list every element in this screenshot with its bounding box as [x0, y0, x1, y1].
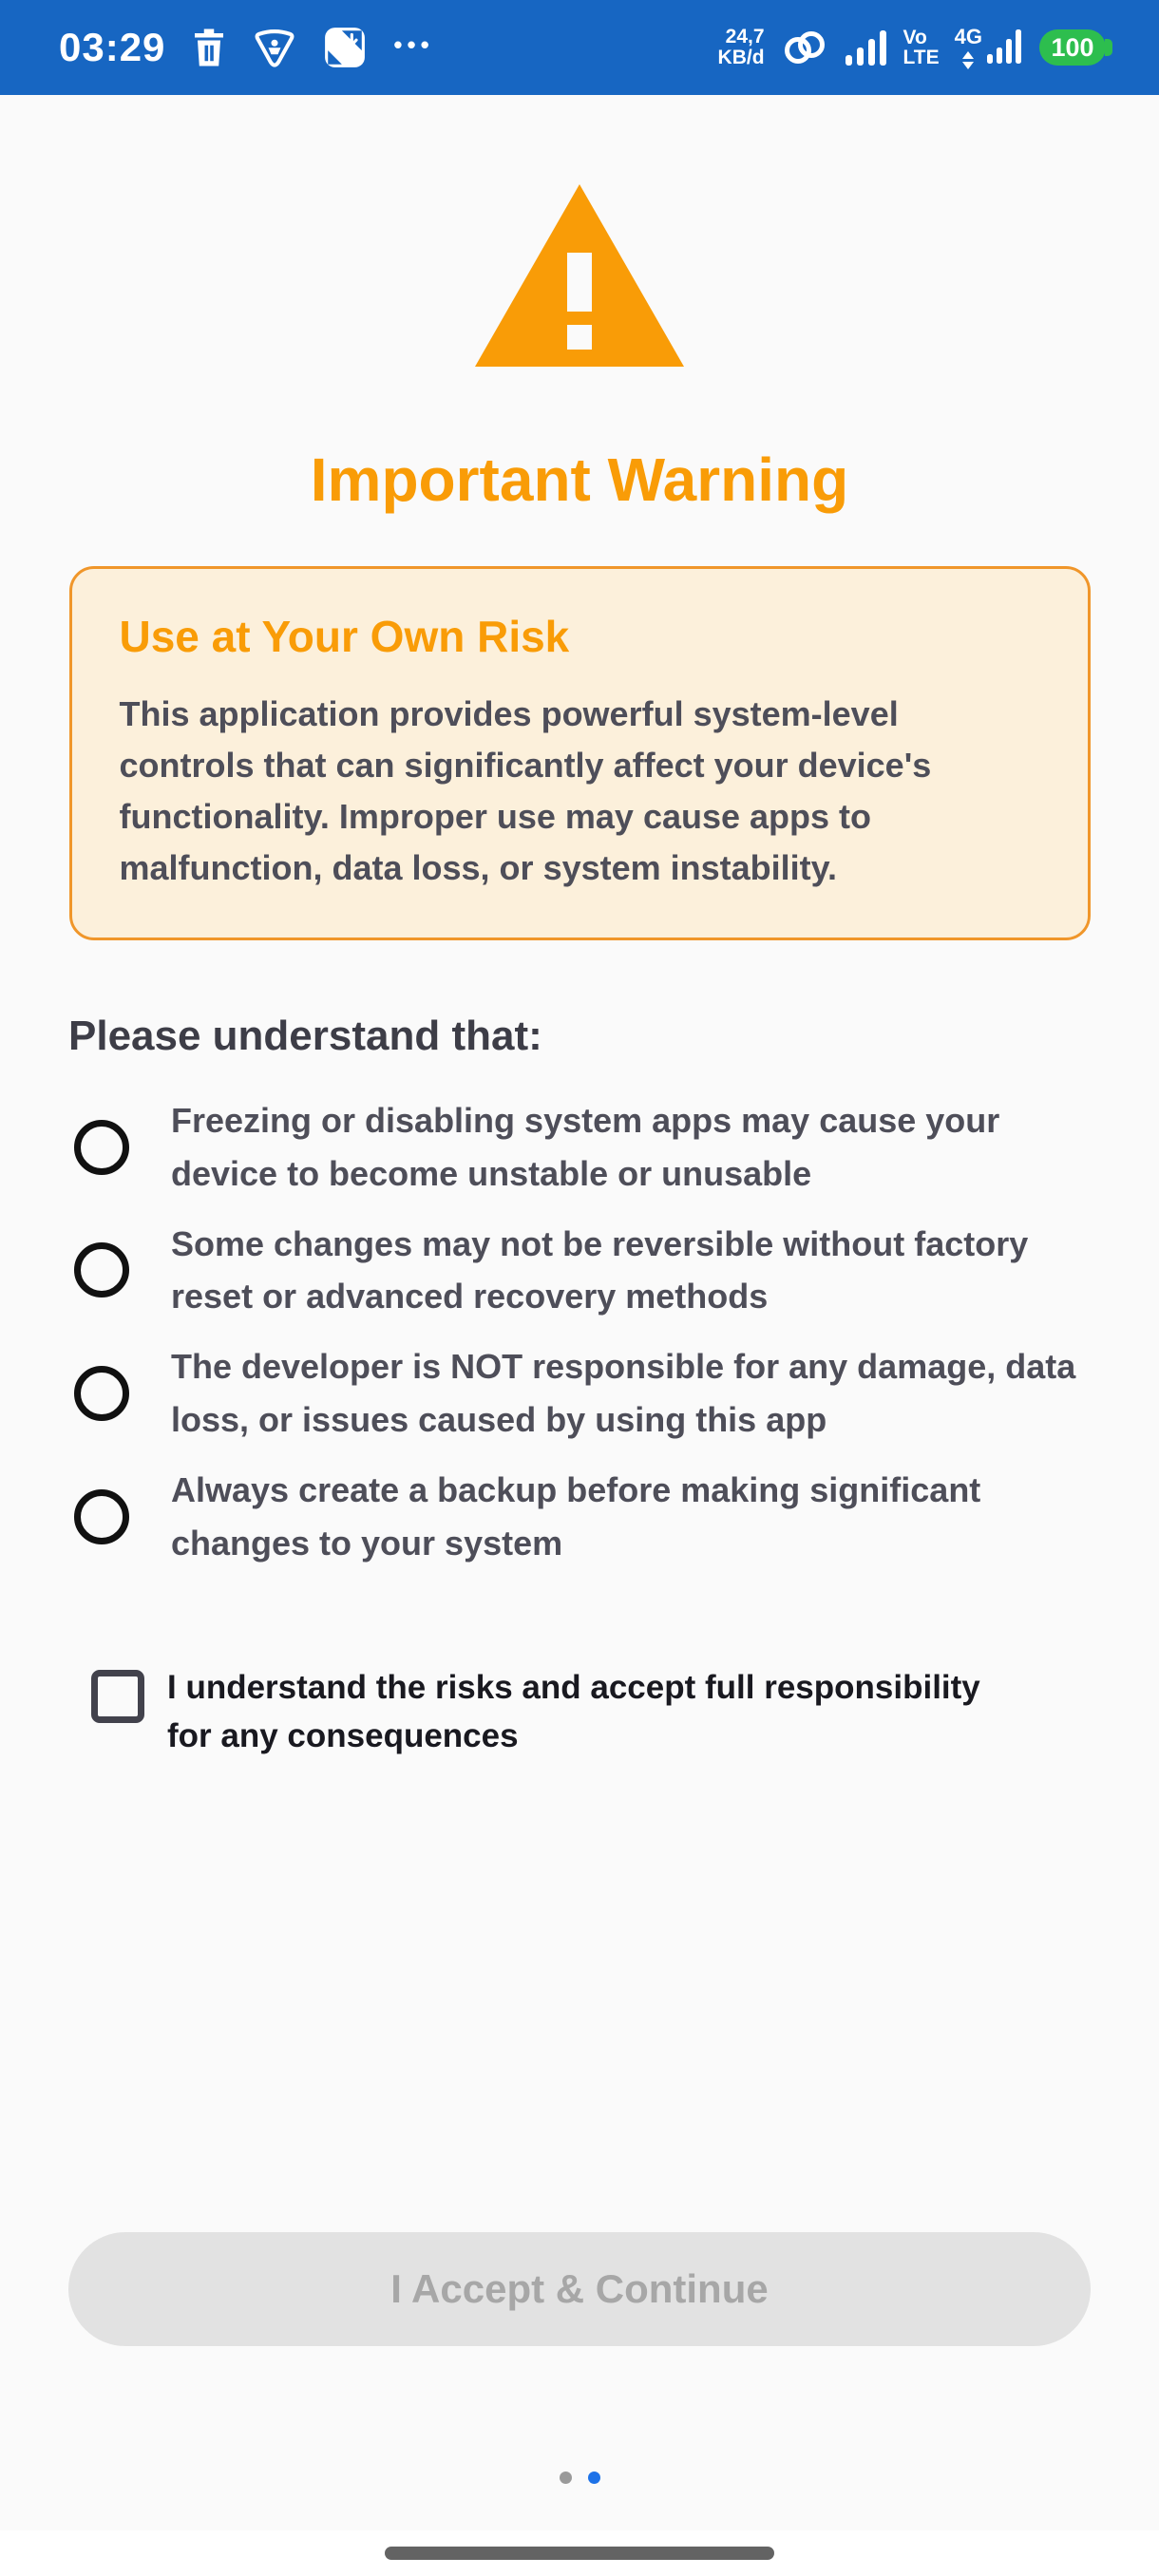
list-item	[68, 1094, 1091, 1201]
network-type-label: 4G	[954, 24, 982, 48]
gesture-handle[interactable]	[385, 2547, 774, 2560]
secondary-sim-signal	[954, 24, 1024, 69]
gallery-sync-icon	[323, 26, 367, 69]
ellipsis-icon: •••	[393, 29, 434, 59]
list-item	[68, 1464, 1091, 1570]
list-item	[68, 1340, 1091, 1447]
consent-row[interactable]	[91, 1664, 1159, 1761]
list-item	[68, 1218, 1091, 1324]
pager-dot-active	[588, 2472, 600, 2484]
understand-heading: Please understand that:	[68, 1013, 542, 1059]
battery-level: 100	[1051, 32, 1094, 62]
risk-consent-checkbox[interactable]	[91, 1670, 144, 1723]
updown-arrows-icon	[962, 51, 974, 69]
risk-card-heading: Use at Your Own Risk	[119, 612, 570, 661]
trash-icon	[192, 28, 226, 67]
circle-bullet-icon	[74, 1242, 129, 1297]
system-navigation-bar	[0, 2530, 1159, 2576]
consent-label: I understand the risks and accept full responsibility for any consequences	[167, 1669, 980, 1755]
shield-bug-icon	[253, 27, 296, 68]
data-rate-indicator	[718, 27, 765, 68]
volte-top: Vo	[902, 27, 927, 48]
status-bar	[0, 0, 1159, 95]
clock-time: 03:29	[59, 25, 166, 69]
battery-icon	[1039, 29, 1106, 66]
page-title: Important Warning	[310, 445, 849, 514]
list-item-text: The developer is NOT responsible for any damage, data loss, or issues caused by using this app	[171, 1347, 1076, 1439]
signal-bars-icon	[845, 28, 888, 66]
pager-dot-inactive	[560, 2472, 572, 2484]
circle-bullet-icon	[74, 1120, 129, 1175]
list-item-text: Always create a backup before making significant changes to your system	[171, 1469, 981, 1563]
list-item-text: Some changes may not be reversible without factory reset or advanced recovery methods	[171, 1223, 1029, 1316]
risk-warning-card	[69, 566, 1091, 940]
signal-bars-icon	[986, 27, 1024, 65]
data-rate-value: 24,7	[725, 26, 765, 47]
accept-continue-button[interactable]: I Accept & Continue	[68, 2232, 1091, 2346]
data-rate-unit: KB/d	[717, 47, 765, 68]
list-item-text: Freezing or disabling system apps may cause your device to become unstable or unusable	[171, 1101, 1000, 1193]
circle-bullet-icon	[74, 1489, 129, 1544]
page-indicator	[0, 2472, 1159, 2484]
warning-triangle-icon	[0, 184, 1159, 367]
understand-list	[68, 1094, 1091, 1569]
circle-bullet-icon	[74, 1366, 129, 1421]
risk-card-body: This application provides powerful system-level controls that can significantly affect your device's functionality. Improper use may cause apps to malfunction, data loss, or system instability.	[119, 694, 932, 887]
link-rings-icon	[780, 28, 829, 66]
volte-indicator	[903, 28, 940, 67]
volte-bottom: LTE	[902, 47, 940, 68]
